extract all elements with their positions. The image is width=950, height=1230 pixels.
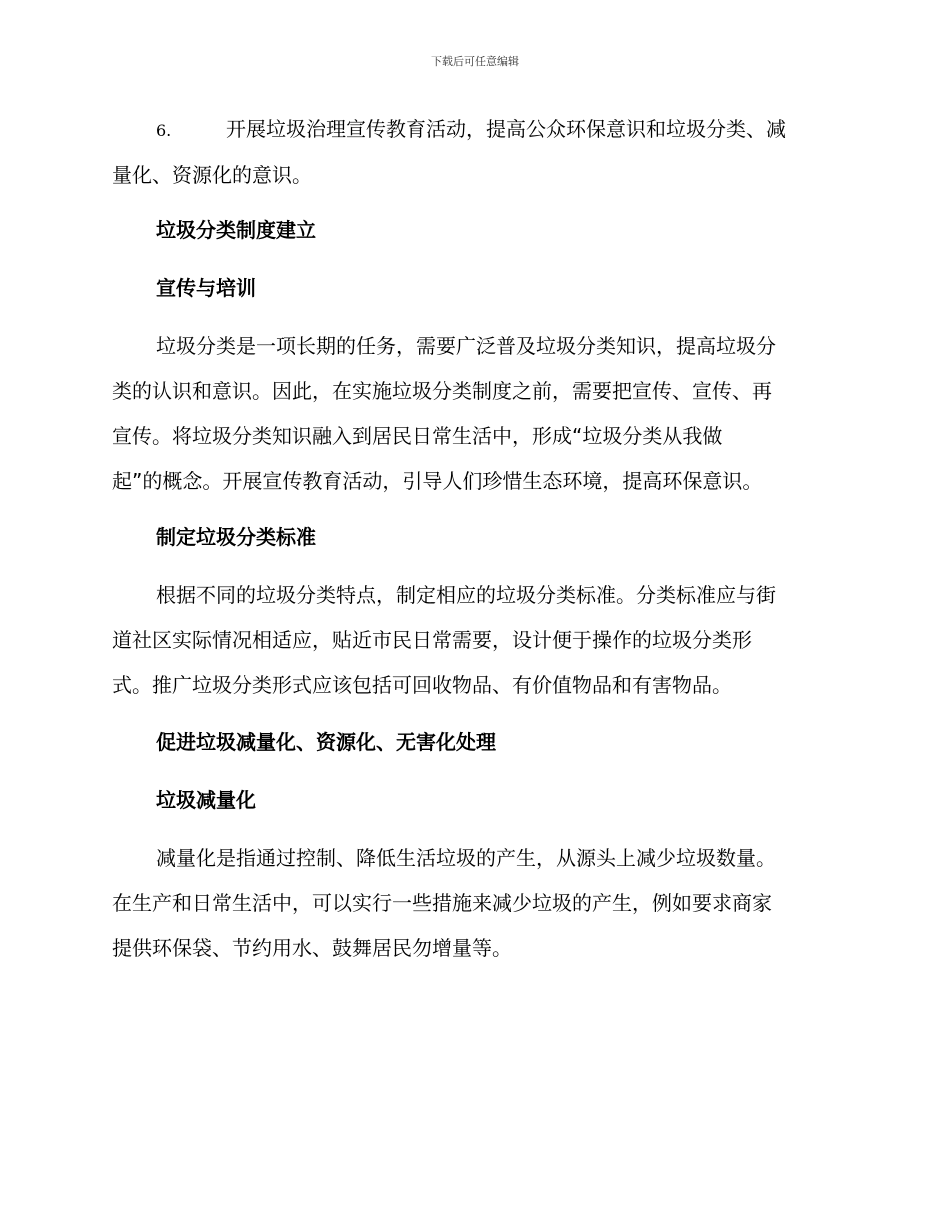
paragraph-line: 提供环保袋、节约用水、鼓舞居民勿增量等。 [112, 936, 512, 960]
paragraph-line: 式。推广垃圾分类形式应该包括可回收物品、有价值物品和有害物品。 [112, 673, 732, 697]
paragraph [112, 836, 838, 971]
page-header-note: 下载后可任意编辑 [431, 55, 519, 68]
subsection-heading: 垃圾减量化 [156, 788, 256, 812]
paragraph-line: 根据不同的垃圾分类特点，制定相应的垃圾分类标准。分类标准应与街 [156, 583, 776, 607]
paragraph [112, 324, 838, 504]
paragraph-line: 减量化是指通过控制、降低生活垃圾的产生，从源头上减少垃圾数量。 [156, 846, 776, 870]
list-number: 6. [156, 121, 172, 140]
paragraph-line: 类的认识和意识。因此，在实施垃圾分类制度之前，需要把宣传、宣传、再 [112, 379, 772, 403]
paragraph-line: 宣传。将垃圾分类知识融入到居民日常生活中，形成“垃圾分类从我做 [112, 424, 723, 448]
list-item-6-line2: 量化、资源化的意识。 [112, 163, 312, 187]
section-heading: 垃圾分类制度建立 [156, 218, 316, 242]
section-heading: 促进垃圾减量化、资源化、无害化处理 [156, 730, 496, 754]
subsection-heading: 制定垃圾分类标准 [156, 525, 316, 549]
list-item-6 [112, 107, 838, 198]
paragraph-line: 起”的概念。开展宣传教育活动，引导人们珍惜生态环境，提高环保意识。 [112, 469, 763, 493]
paragraph-line: 道社区实际情况相适应，贴近市民日常需要，设计便于操作的垃圾分类形 [112, 628, 752, 652]
paragraph-line: 在生产和日常生活中，可以实行一些措施来减少垃圾的产生，例如要求商家 [112, 891, 772, 915]
paragraph-line: 垃圾分类是一项长期的任务，需要广泛普及垃圾分类知识，提高垃圾分 [156, 334, 776, 358]
list-item-6-line1: 6. 开展垃圾治理宣传教育活动，提高公众环保意识和垃圾分类、减 [112, 107, 838, 153]
paragraph [112, 573, 838, 708]
subsection-heading: 宣传与培训 [156, 276, 256, 300]
